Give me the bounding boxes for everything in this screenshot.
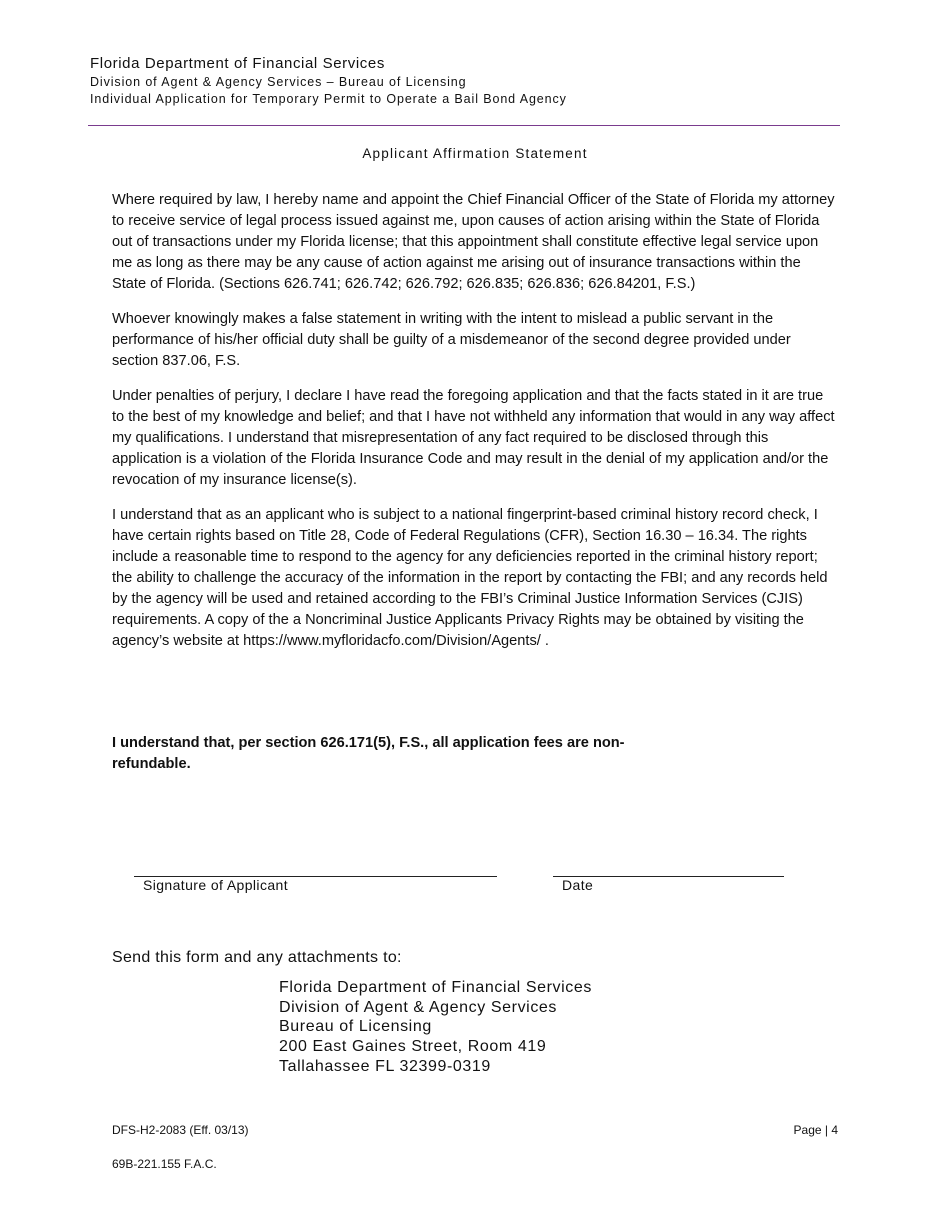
division-line: Division of Agent & Agency Services – Bureau of Licensing (90, 75, 467, 89)
paragraph-fingerprint-rights: I understand that as an applicant who is subject to a national fingerprint-based criminal history record check, I have certain rights based on Title 28, Code of Federal Regulations (CFR), Section 16.30 – 16.34. The rights include a reasonable time to respond to the agency for any deficiencies reported in the criminal history report; the ability to challenge the accuracy of the information in the report by contacting the FBI; and any records held by the agency will be used and retained according to the FBI’s Criminal Justice Information Services (CJIS) requirements. A copy of the a Noncriminal Justice Applicants Privacy Rights may be obtained by visiting the agency’s website at https://www.myfloridacfo.com/Division/Agents/ . (112, 507, 828, 649)
date-label: Date (562, 877, 594, 893)
form-number: DFS-H2-2083 (Eff. 03/13) (112, 1123, 249, 1137)
paragraph-perjury: Under penalties of perjury, I declare I have read the foregoing application and that the facts stated in it are true to the best of my knowledge and belief; and that I have not withheld any information that would in any way affect my qualifications. I understand that misrepresentation of any fact required to be disclosed through this application is a violation of the Florida Insurance Code and may result in the denial of my application and/or the revocation of my insurance license(s). (112, 388, 835, 488)
address-line: Bureau of Licensing (279, 1018, 432, 1036)
form-title: Individual Application for Temporary Permit to Operate a Bail Bond Agency (90, 92, 567, 106)
paragraph-service-of-process: Where required by law, I hereby name and appoint the Chief Financial Officer of the State of Florida my attorney to receive service of legal process issued against me, upon causes of action arising within the State of Florida out of transactions under my Florida license; that this appointment shall constitute effective legal service upon me as long as there may be any cause of action against me arising out of insurance transactions within the State of Florida. (Sections 626.741; 626.742; 626.792; 626.835; 626.836; 626.84201, F.S.) (112, 192, 835, 292)
applicant-signature-label: Signature of Applicant (143, 877, 289, 893)
address-line: 200 East Gaines Street, Room 419 (279, 1038, 547, 1056)
rule-citation: 69B-221.155 F.A.C. (112, 1157, 217, 1171)
address-line: Florida Department of Financial Services (279, 979, 593, 996)
paragraph-false-statement: Whoever knowingly makes a false statement in writing with the intent to mislead a public servant in the performance of his/her official duty shall be guilty of a misdemeanor of the second degree provided under section 837.06, F.S. (112, 311, 791, 369)
affirmation-body (112, 190, 838, 666)
section-title: Applicant Affirmation Statement (362, 146, 588, 161)
send-to-label: Send this form and any attachments to: (112, 949, 402, 966)
address-line: Division of Agent & Agency Services (279, 998, 558, 1016)
document-header (90, 54, 850, 108)
mailing-address (279, 978, 592, 1077)
address-line: Tallahassee FL 32399-0319 (279, 1057, 491, 1075)
org-name: Florida Department of Financial Services (90, 55, 385, 72)
header-divider (88, 125, 840, 126)
page-number: Page | 4 (793, 1123, 838, 1137)
fee-note: I understand that, per section 626.171(5), F.S., all application fees are non-refundable. (112, 735, 625, 772)
